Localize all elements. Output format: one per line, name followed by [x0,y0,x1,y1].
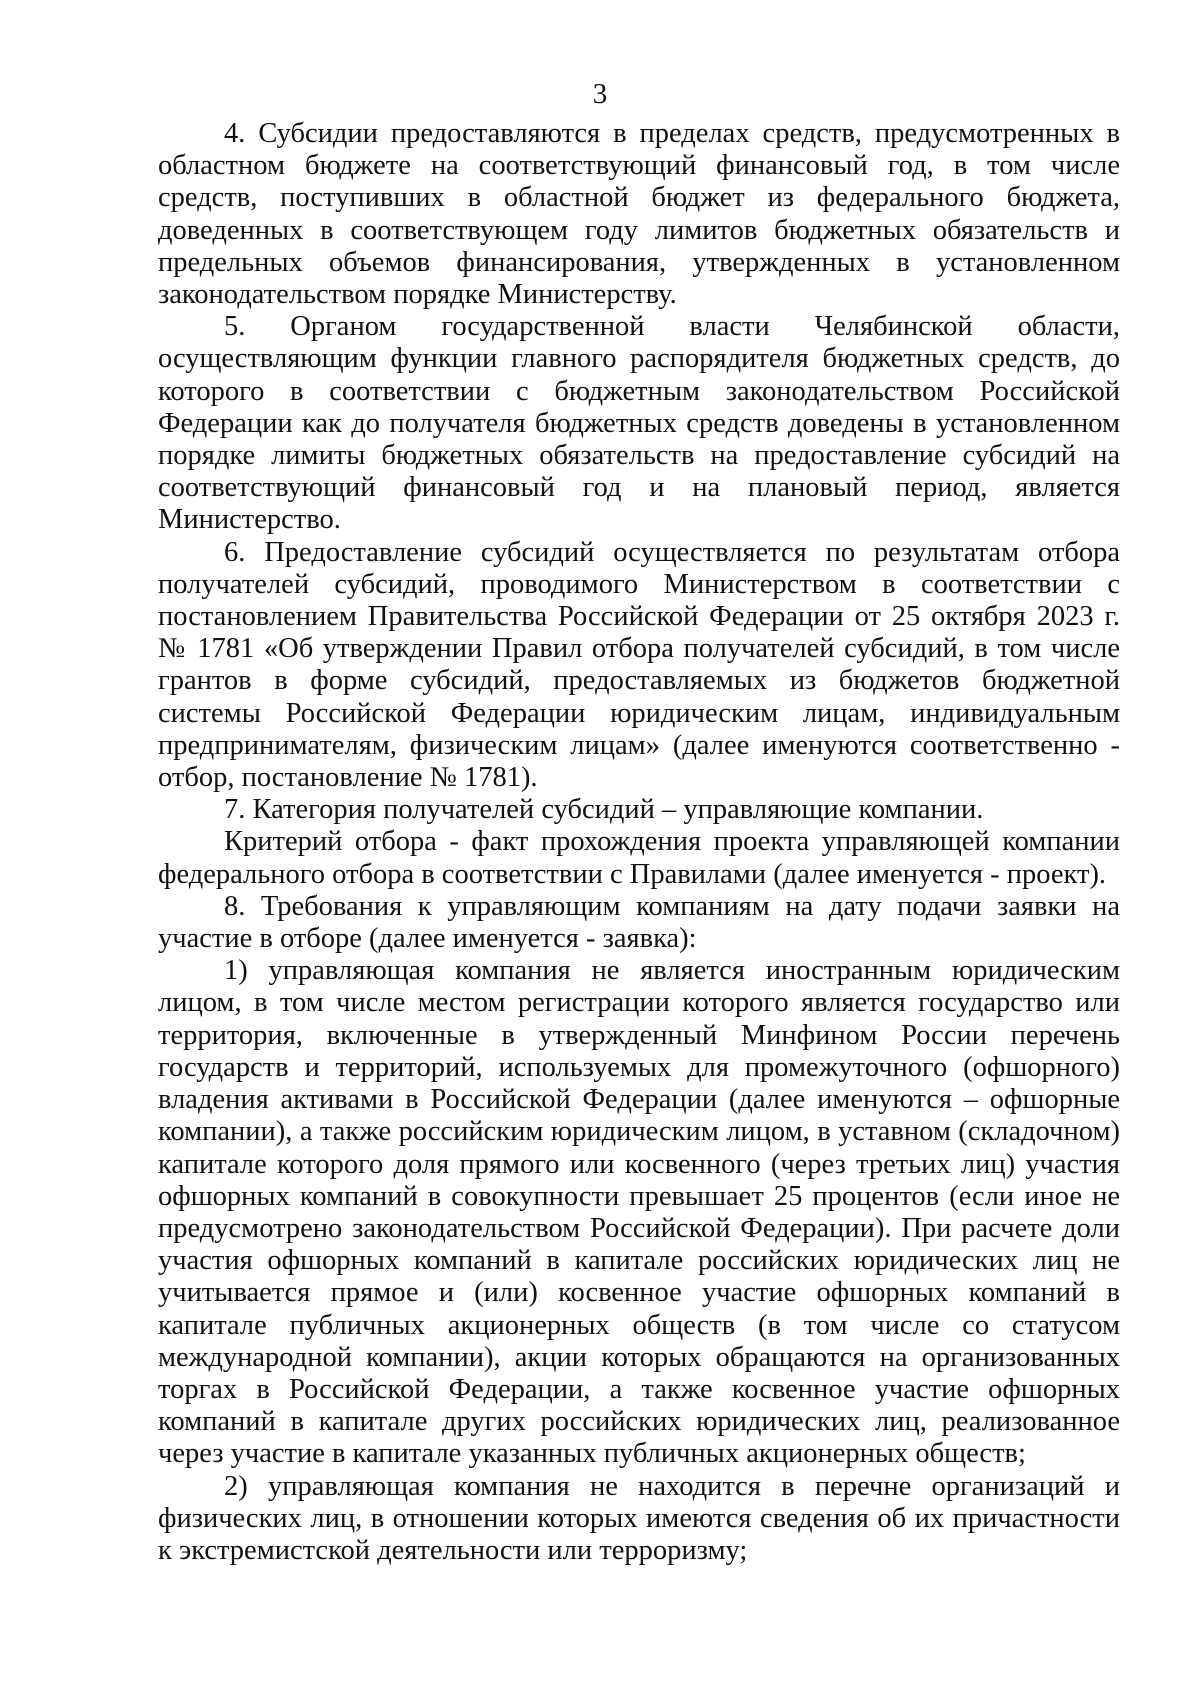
paragraph-item-6: 6. Предоставление субсидий осуществляется по результатам отбора получателей субсидий, проводимого Министерством в соответствии с постановлением Правительства Российской Федерации от 25 октября 2023 г. № 1781 «Об утверждении Правил отбора получателей субсидий, в том числе грантов в форме субсидий, предоставляемых из бюджетов бюджетной системы Российской Федерации юридическим лицам, индивидуальным предпринимателям, физическим лицам» (далее именуются соответственно - отбор, постановление № 1781). [158,536,1120,794]
page-number: 3 [592,78,608,110]
paragraph-item-5: 5. Органом государственной власти Челябинской области, осуществляющим функции главного распорядителя бюджетных средств, до которого в соответствии с бюджетным законодательством Российской Федерации как до получателя бюджетных средств доведены в установленном порядке лимиты бюджетных обязательств на предоставление субсидий на соответствующий финансовый год и на плановый период, является Министерство. [158,311,1120,536]
paragraph-selection-criterion: Критерий отбора - факт прохождения проекта управляющей компании федерального отбора в соответствии с Правилами (далее именуется - проект). [158,826,1120,890]
paragraph-item-4: 4. Субсидии предоставляются в пределах средств, предусмотренных в областном бюджете на соответствующий финансовый год, в том числе средств, поступивших в областной бюджет из федерального бюджета, доведенных в соответствующем году лимитов бюджетных обязательств и предельных объемов финансирования, утвержденных в установленном законодательством порядке Министерству. [158,118,1120,311]
document-body [158,118,1120,1567]
paragraph-item-8: 8. Требования к управляющим компаниям на дату подачи заявки на участие в отборе (далее именуется - заявка): [158,890,1120,955]
paragraph-subitem-1: 1) управляющая компания не является иностранным юридическим лицом, в том числе местом регистрации которого является государство или территория, включенные в утвержденный Минфином России перечень государств и территорий, используемых для промежуточного (офшорного) владения активами в Российской Федерации (далее именуются – офшорные компании), а также российским юридическим лицом, в уставном (складочном) капитале которого доля прямого или косвенного (через третьих лиц) участия офшорных компаний в совокупности превышает 25 процентов (если иное не предусмотрено законодательством Российской Федерации). При расчете доли участия офшорных компаний в капитале российских юридических лиц не учитывается прямое и (или) косвенное участие офшорных компаний в капитале публичных акционерных обществ (в том числе со статусом международной компании), акции которых обращаются на организованных торгах в Российской Федерации, а также косвенное участие офшорных компаний в капитале других российских юридических лиц, реализованное через участие в капитале указанных публичных акционерных обществ; [158,955,1120,1470]
paragraph-subitem-2: 2) управляющая компания не находится в перечне организаций и физических лиц, в отношении которых имеются сведения об их причастности к экстремистской деятельности или терроризму; [158,1470,1120,1566]
paragraph-item-7: 7. Категория получателей субсидий – управляющие компании. [224,794,984,826]
